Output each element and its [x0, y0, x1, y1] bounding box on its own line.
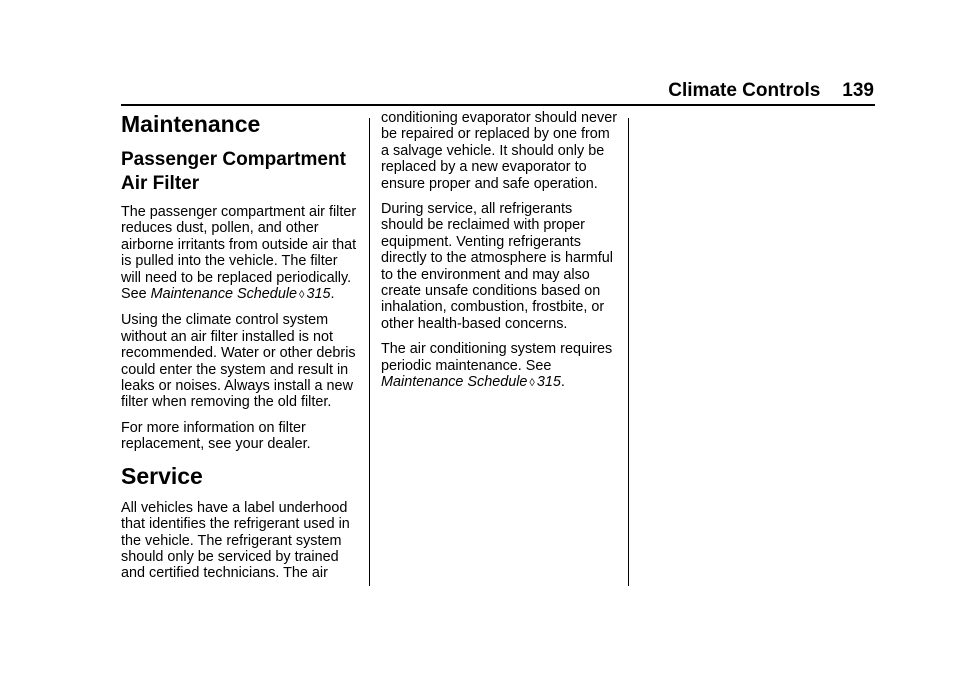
- heading-service: Service: [121, 462, 203, 489]
- link-maintenance-schedule[interactable]: Maintenance Schedule: [150, 286, 298, 303]
- page-ref-number[interactable]: 315: [306, 286, 331, 303]
- paragraph-filter-dealer: For more information on filter replacement, see your dealer.: [121, 419, 311, 453]
- paragraph-filter-intro: The passenger compartment air filter reduces dust, pollen, and other airborne irritants from outside air that is pulled into the vehicle. The filter will need to be replaced periodically. See Maintenance Schedule ◊ 315.: [121, 204, 357, 303]
- column-middle: [381, 110, 617, 401]
- paragraph-refrigerants: During service, all refrigerants should be reclaimed with proper equipment. Venting refrigerants directly to the atmosphere is harmful to the environment and may also create unsafe conditions based on inhalation, combustion, frostbite, or other health-based concerns.: [381, 201, 613, 332]
- page-ref-icon-2: ◊: [529, 377, 535, 390]
- page-header: [668, 80, 874, 102]
- page-number: 139: [842, 80, 874, 101]
- link-maintenance-schedule-2[interactable]: Maintenance Schedule: [381, 374, 528, 391]
- column-divider-2: [628, 118, 629, 586]
- page-ref-number-2[interactable]: 315: [536, 374, 561, 391]
- paragraph-filter-warning: Using the climate control system without an air filter installed is not recommended. Water or other debris could enter the system and result in leaks or noises. Always install a new filter when removing the old filter.: [121, 312, 356, 411]
- paragraph-ac-maintenance: The air conditioning system requires periodic maintenance. See Maintenance Schedule ◊ 315.: [381, 341, 613, 391]
- section-title: Climate Controls: [668, 80, 821, 101]
- page-ref-icon: ◊: [299, 289, 305, 302]
- heading-air-filter: Passenger Compartment Air Filter: [121, 149, 346, 194]
- heading-maintenance: Maintenance: [121, 111, 261, 137]
- paragraph-service-label: All vehicles have a label underhood that identifies the refrigerant used in the vehicle. The refrigerant system should only be serviced by trained and certified technicians. The air: [121, 499, 350, 582]
- paragraph-evaporator: conditioning evaporator should never be repaired or replaced by one from a salvage vehicle. It should only be replaced by a new evaporator to ensure proper and safe operation.: [381, 110, 618, 192]
- column-left: [121, 110, 357, 591]
- header-rule: [121, 104, 875, 106]
- column-divider-1: [369, 118, 370, 586]
